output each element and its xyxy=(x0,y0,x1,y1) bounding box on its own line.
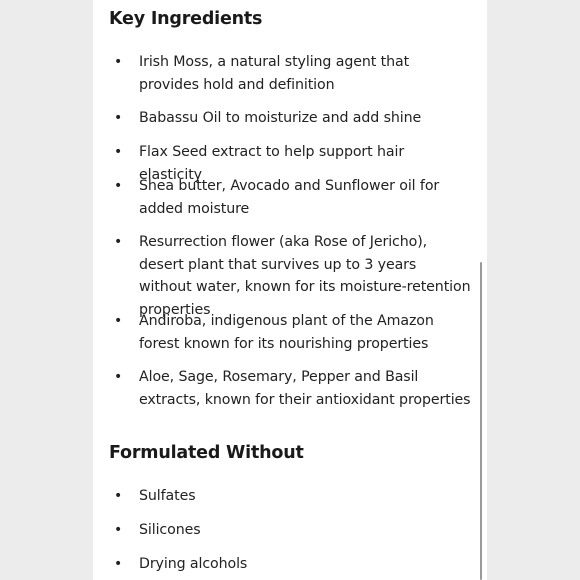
list-item-text: Silicones xyxy=(139,522,201,538)
bullet-icon: • xyxy=(114,234,123,250)
list-item xyxy=(109,366,471,411)
bullet-icon: • xyxy=(114,313,123,329)
list-item xyxy=(109,485,471,508)
list-item-text: Sulfates xyxy=(139,488,196,504)
bullet-icon: • xyxy=(114,144,123,160)
list-item-text: Irish Moss, a natural styling agent that provides hold and definition xyxy=(139,54,410,93)
list-item-text: Shea butter, Avocado and Sunflower oil for added moisture xyxy=(139,178,440,217)
list-item xyxy=(109,310,471,355)
list-item-text: Drying alcohols xyxy=(139,556,248,572)
bullet-icon: • xyxy=(114,522,123,538)
bullet-icon: • xyxy=(114,178,123,194)
list-item xyxy=(109,519,471,542)
list-item-text: Aloe, Sage, Rosemary, Pepper and Basil extracts, known for their antioxidant properties xyxy=(139,369,471,408)
bullet-icon: • xyxy=(114,488,123,504)
list-item xyxy=(109,51,471,96)
product-details-panel xyxy=(93,0,487,580)
key-ingredients-heading: Key Ingredients xyxy=(109,9,263,29)
scrollbar[interactable] xyxy=(480,262,482,580)
bullet-icon: • xyxy=(114,54,123,70)
bullet-icon: • xyxy=(114,110,123,126)
bullet-icon: • xyxy=(114,556,123,572)
formulated-without-heading: Formulated Without xyxy=(109,443,304,463)
bullet-icon: • xyxy=(114,369,123,385)
list-item xyxy=(109,553,471,576)
list-item xyxy=(109,107,471,130)
list-item-text: Resurrection flower (aka Rose of Jericho), desert plant that survives up to 3 years without water, known for its moisture-retention properties xyxy=(139,234,471,318)
list-item-text: Flax Seed extract to help support hair elasticity xyxy=(139,144,405,183)
list-item-text: Andiroba, indigenous plant of the Amazon forest known for its nourishing properties xyxy=(139,313,434,352)
list-item xyxy=(109,231,471,321)
list-item-text: Babassu Oil to moisturize and add shine xyxy=(139,110,422,126)
list-item xyxy=(109,175,471,220)
